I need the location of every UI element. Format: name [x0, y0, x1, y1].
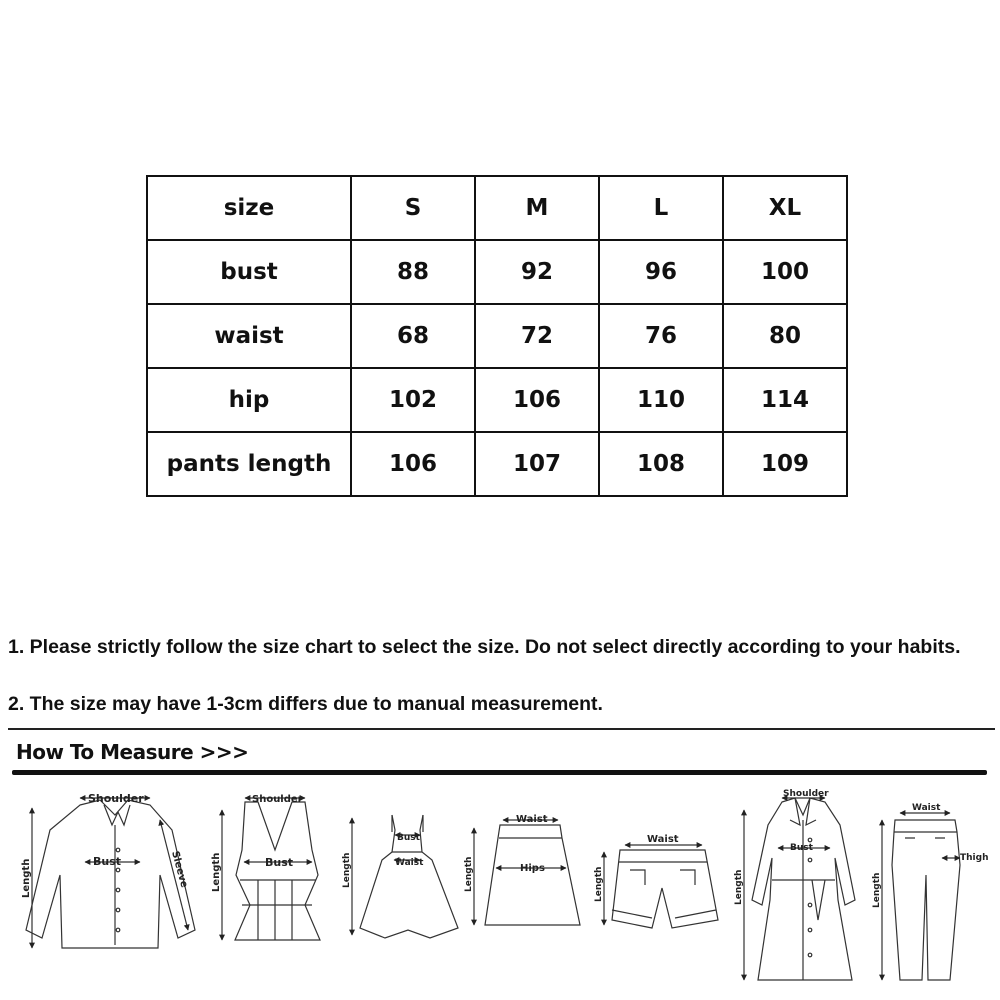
size-chart-table	[146, 175, 848, 497]
section-divider	[8, 728, 995, 730]
table-cell: 107	[475, 432, 599, 496]
tank-top-shoulder-label: Shoulder	[252, 794, 303, 805]
table-cell: 72	[475, 304, 599, 368]
shorts-diagram	[604, 845, 718, 928]
measurement-diagrams	[0, 780, 1000, 1000]
tank-top-length-label: Length	[211, 852, 222, 892]
table-row	[147, 304, 847, 368]
dress-waist-label: Waist	[395, 858, 424, 868]
skirt-length-label: Length	[464, 856, 474, 892]
pants-diagram	[882, 813, 960, 980]
blouse-length-label: Length	[21, 858, 32, 898]
table-cell: 102	[351, 368, 475, 432]
blouse-bust-label: Bust	[93, 855, 122, 868]
table-header-cell: XL	[723, 176, 847, 240]
table-cell: 80	[723, 304, 847, 368]
skirt-outline-icon	[485, 825, 580, 925]
coat-shoulder-label: Shoulder	[783, 789, 829, 799]
tank-top-diagram	[222, 798, 320, 940]
pants-waist-label: Waist	[912, 803, 941, 813]
pants-outline-icon	[892, 820, 960, 980]
size-chart-body	[147, 176, 847, 496]
skirt-waist-label: Waist	[516, 814, 548, 825]
coat-bust-label: Bust	[790, 843, 813, 853]
tank-top-bust-label: Bust	[265, 856, 294, 869]
note-measurement-variance: 2. The size may have 1-3cm differs due to manual measurement.	[8, 693, 603, 715]
blouse-diagram	[26, 798, 195, 948]
table-cell: 106	[351, 432, 475, 496]
table-row-label: hip	[147, 368, 351, 432]
table-cell: 114	[723, 368, 847, 432]
skirt-hips-label: Hips	[520, 863, 545, 874]
coat-length-label: Length	[734, 869, 744, 905]
how-to-measure-underline	[12, 770, 987, 775]
table-header-cell: L	[599, 176, 723, 240]
shorts-length-label: Length	[594, 866, 604, 902]
dress-length-label: Length	[342, 852, 352, 888]
table-cell: 88	[351, 240, 475, 304]
table-header-cell: size	[147, 176, 351, 240]
table-header-cell: S	[351, 176, 475, 240]
table-cell: 109	[723, 432, 847, 496]
coat-diagram	[744, 798, 855, 980]
table-header-row	[147, 176, 847, 240]
table-row-label: bust	[147, 240, 351, 304]
how-to-measure-title: How To Measure >>>	[16, 740, 249, 764]
table-row	[147, 240, 847, 304]
table-row-label: waist	[147, 304, 351, 368]
blouse-shoulder-label: Shoulder	[88, 792, 144, 805]
table-header-cell: M	[475, 176, 599, 240]
table-row-label: pants length	[147, 432, 351, 496]
table-cell: 108	[599, 432, 723, 496]
dress-bust-label: Bust	[397, 833, 420, 843]
pants-thigh-label: Thigh	[960, 853, 989, 863]
table-cell: 92	[475, 240, 599, 304]
shorts-waist-label: Waist	[647, 834, 679, 845]
table-cell: 106	[475, 368, 599, 432]
table-cell: 110	[599, 368, 723, 432]
note-select-size: 1. Please strictly follow the size chart to select the size. Do not select directly according to your habits.	[8, 636, 961, 658]
table-cell: 96	[599, 240, 723, 304]
blouse-sleeve-label: Sleeve	[169, 849, 190, 889]
table-row	[147, 432, 847, 496]
table-cell: 76	[599, 304, 723, 368]
table-row	[147, 368, 847, 432]
tank-top-outline-icon	[235, 802, 320, 940]
table-cell: 68	[351, 304, 475, 368]
table-cell: 100	[723, 240, 847, 304]
pants-length-label: Length	[872, 872, 882, 908]
